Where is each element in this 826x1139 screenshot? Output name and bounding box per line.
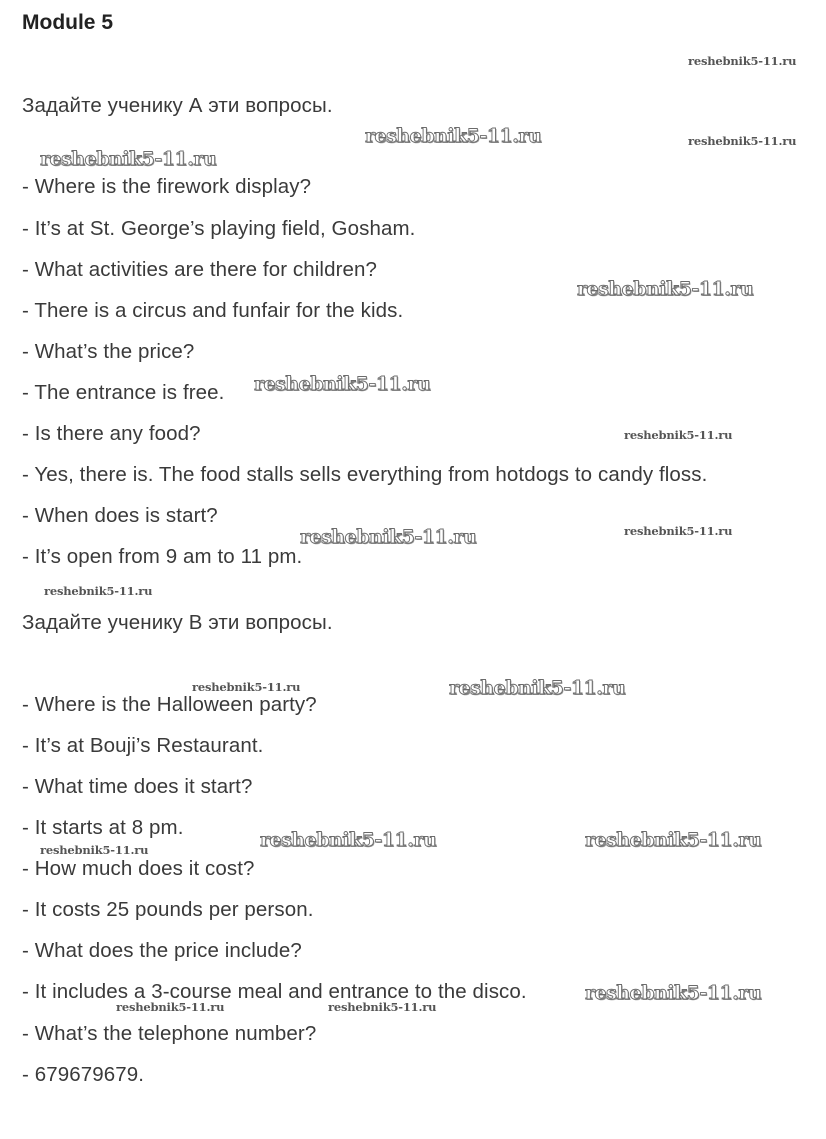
- dialogue-line: - How much does it cost?: [22, 857, 255, 880]
- dialogue-line: - The entrance is free.: [22, 381, 225, 404]
- watermark: reshebnik5-11.ru: [44, 584, 153, 598]
- section-b-instruction: Задайте ученику В эти вопросы.: [22, 611, 333, 634]
- dialogue-line: - What’s the telephone number?: [22, 1022, 317, 1045]
- watermark: reshebnik5-11.ru: [585, 982, 762, 1004]
- watermark: reshebnik5-11.ru: [300, 526, 477, 548]
- dialogue-line: - What activities are there for children?: [22, 258, 378, 281]
- watermark: reshebnik5-11.ru: [365, 125, 542, 147]
- dialogue-line: - Where is the Halloween party?: [22, 693, 317, 716]
- dialogue-line: - It starts at 8 pm.: [22, 816, 184, 839]
- watermark: reshebnik5-11.ru: [688, 54, 797, 68]
- watermark: reshebnik5-11.ru: [688, 134, 797, 148]
- dialogue-line: - Where is the firework display?: [22, 175, 312, 198]
- watermark: reshebnik5-11.ru: [624, 428, 733, 442]
- section-a-instruction: Задайте ученику А эти вопросы.: [22, 94, 333, 117]
- watermark: reshebnik5-11.ru: [585, 829, 762, 851]
- dialogue-line: - It costs 25 pounds per person.: [22, 898, 314, 921]
- watermark: reshebnik5-11.ru: [192, 680, 301, 694]
- watermark: reshebnik5-11.ru: [116, 1000, 225, 1014]
- watermark: reshebnik5-11.ru: [328, 1000, 437, 1014]
- dialogue-line: - There is a circus and funfair for the kids.: [22, 299, 404, 322]
- dialogue-line: - 679679679.: [22, 1063, 145, 1086]
- dialogue-line: - It’s at St. George’s playing field, Gosham.: [22, 217, 416, 240]
- dialogue-line: - It’s open from 9 am to 11 pm.: [22, 545, 303, 568]
- watermark: reshebnik5-11.ru: [254, 373, 431, 395]
- dialogue-line: - What’s the price?: [22, 340, 195, 363]
- watermark: reshebnik5-11.ru: [449, 677, 626, 699]
- watermark: reshebnik5-11.ru: [40, 148, 217, 170]
- watermark: reshebnik5-11.ru: [624, 524, 733, 538]
- dialogue-line: - Yes, there is. The food stalls sells everything from hotdogs to candy floss.: [22, 463, 708, 486]
- dialogue-line: - It includes a 3-course meal and entrance to the disco.: [22, 980, 527, 1003]
- dialogue-line: - What time does it start?: [22, 775, 253, 798]
- watermark: reshebnik5-11.ru: [40, 843, 149, 857]
- dialogue-line: - When does is start?: [22, 504, 218, 527]
- dialogue-line: - What does the price include?: [22, 939, 302, 962]
- watermark: reshebnik5-11.ru: [260, 829, 437, 851]
- page-title: Module 5: [22, 11, 114, 34]
- dialogue-line: - Is there any food?: [22, 422, 201, 445]
- dialogue-line: - It’s at Bouji’s Restaurant.: [22, 734, 264, 757]
- watermark: reshebnik5-11.ru: [577, 278, 754, 300]
